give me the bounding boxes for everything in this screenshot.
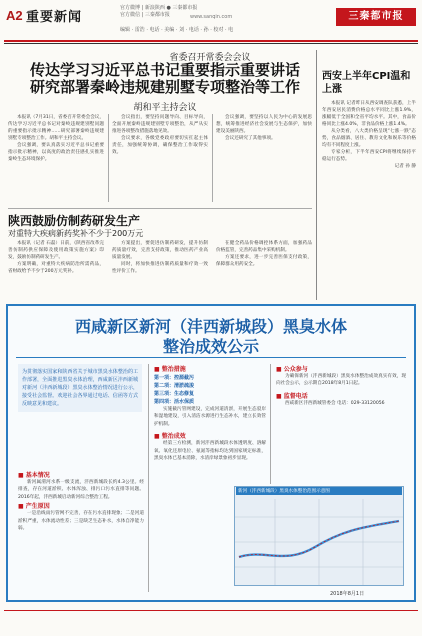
feature-column-1	[18, 470, 144, 592]
feature-title-2: 整治成效公示	[162, 337, 259, 356]
paragraph: 方案还要求，进一步完善医保支付政策，保障群众用药安全。	[216, 255, 312, 267]
paragraph: 本报讯 记者昨日从西安调查队获悉，上半年西安居民消费价格总水平同比上涨1.9%，涨幅低于全国和全省平均水平。其中，食品价格同比上涨4.0%，非食品价格上涨1.4%。	[322, 101, 416, 127]
paragraph: 会议强调，要坚持以人民为中心的发展思想，统筹推进经济社会发展与生态保护，加快建设美丽陕西。	[216, 115, 312, 134]
divider	[148, 364, 149, 592]
lead-column-1	[8, 114, 104, 204]
paragraph: 一是沿线雨污管网不完善，存在污水直排现象；二是河道淤积严重，水体流动性差；三是缺乏生态补水，水体自净能力弱。	[18, 511, 144, 532]
map-caption: 新河（沣西新城段）黑臭水体整治范围示意图	[236, 487, 402, 495]
editor-meta: 编辑 · 雷浩 · 电话 · 美编 · 刘 · 电话 · 孙 · 校对 · 电	[120, 27, 234, 33]
lead-subhead: 胡和平主持会议	[133, 103, 197, 113]
river-map-graphic	[235, 487, 403, 585]
reporter: 记者 孙 静	[394, 164, 416, 169]
feature-intro: 为贯彻落实国家和陕西省关于城市黑臭水体整治的工作部署，全面推进黑臭水体治理，西咸新区沣西新城对新河（沣西新城段）黑臭水体整治情况进行公示，接受社会监督。欢迎社会各界通过电话、信函等方式反映意见和建议。	[18, 364, 142, 412]
public-section-label: ■ 公众参与	[276, 364, 406, 373]
feature-column-3	[276, 364, 406, 484]
paragraph: 本报讯（7月31日，省委召开常委会会议，传达学习习近平总书记对秦岭违规建别墅问题的重要指示批示精神……研究部署秦岭违规建别墅专项整治工作。胡和平主持会议。	[8, 115, 104, 141]
paragraph: 实施截污管网建设，完成河道清淤，开展生态驳岸和湿地建设，引入清洁水源进行生态补水，建立长效管护机制。	[154, 407, 266, 427]
lead-kicker: 省委召开常委会会议	[169, 53, 251, 63]
header-rule	[4, 40, 418, 42]
lead-column-2	[112, 114, 208, 204]
drug-subhead: 对重特大疾病新药奖补不少于200万元	[8, 229, 144, 238]
column-divider	[316, 50, 317, 300]
section-title: 重要新闻	[26, 10, 83, 25]
drug-column-3	[216, 240, 312, 298]
paragraph: 会议强调，要认真落实习近平总书记重要指示批示精神，以高度的政治责任感扎实推进秦岭生态环境保护。	[8, 143, 104, 162]
paragraph: 方案提出，要促进仿制药研发，提升仿制药质量疗效，完善支持政策，推动医药产业高质量发展。	[112, 241, 208, 260]
paragraph: 经第三方检测，新河沣西新城段水体透明度、溶解氧、氧化还原电位、氨氮等指标均达到国家规定标准，黑臭水体已基本消除，水清岸绿景象初步显现。	[154, 441, 266, 462]
feature-title-1: 西咸新区新河（沣西新城段）黑臭水体	[74, 317, 347, 336]
basic-section-label: ■ 基本情况	[18, 470, 144, 479]
divider	[212, 114, 213, 202]
site-url: www.sanqin.com	[190, 14, 233, 20]
paragraph: 同时，将加快推进仿制药质量和疗效一致性评价工作。	[112, 262, 208, 274]
causes-section-label: ■ 产生原因	[18, 501, 144, 510]
lead-column-3	[216, 114, 312, 204]
river-map	[234, 486, 404, 586]
cpi-story	[322, 100, 416, 290]
measure-tag: 第四项：活水保质	[154, 399, 195, 405]
drug-headline: 陕西鼓励仿制药研发生产	[8, 214, 141, 228]
paragraph: 会议要求，各级党委政府要切实扛起主体责任，加强统筹协调，确保整治工作取得实效。	[112, 136, 208, 155]
measure-tag: 第二项：清淤疏浚	[154, 383, 195, 389]
paragraph: 从分类看，八大类价格呈现“七涨一跌”态势，食品烟酒、居住、教育文化和娱乐等价格均有不同程度上涨。	[322, 129, 416, 148]
divider	[108, 114, 109, 202]
paragraph: 专家分析，下半年西安CPI将继续保持平稳运行态势。	[322, 150, 416, 162]
divider	[270, 364, 271, 484]
page-footer	[4, 610, 418, 630]
contact-section-label: ■ 监督电话	[276, 391, 406, 400]
measures-section-label: ■ 整治措施	[154, 364, 266, 373]
measure-tag: 第一项：控源截污	[154, 375, 195, 381]
paragraph: 会议还研究了其他事项。	[225, 136, 276, 141]
cpi-headline: 西安上半年CPI温和上涨	[322, 71, 411, 95]
results-section-label: ■ 整治成效	[154, 431, 266, 440]
paragraph: 在健全药品价格调控体系方面，加强药品价格监管，完善药品集中采购机制。	[216, 241, 312, 253]
lead-headline-1: 传达学习习近平总书记重要指示重要讲话	[29, 61, 300, 79]
drug-column-2	[112, 240, 208, 298]
feature-date: 2018年8月1日	[330, 591, 365, 597]
paragraph: 本报讯（记者 石磊）日前，《陕西省改革完善仿制药供应保障及使用政策实施方案》印发，鼓励仿制药研发生产。	[8, 241, 104, 260]
sub-line-2: 官方微信 | 三秦都市报	[120, 12, 170, 18]
drug-column-1	[8, 240, 104, 298]
sub-line-1: 官方微博 | 新浪陕西 ● 三秦都市报	[120, 5, 198, 11]
paragraph: 会议指出，要坚持问题导向、目标导向，全面开展秦岭违规建别墅专项整治，从严从实推进各项整改措施落地见效。	[112, 115, 208, 134]
paragraph: 西咸新区沣西新城管委会 电话：029-33120056	[285, 400, 385, 406]
paragraph: 新河属渭河水系一级支流，沣西新城段长约4.3公里。经排查，存在河道淤积、水体浑浊、排污口污水直排等问题。2016年起，沣西新城启动新河综合整治工程。	[18, 480, 144, 500]
divider	[8, 208, 312, 209]
section-sub	[120, 5, 197, 19]
paragraph: 方案明确，对重特大疾病防治所需药品，省财政给予不少于200万元奖补。	[8, 262, 104, 274]
header-rule-thin	[4, 43, 418, 44]
page-number: A2	[6, 8, 23, 23]
feature-rule	[16, 357, 406, 358]
masthead	[0, 0, 422, 44]
newspaper-logo: 三秦都市报	[336, 8, 416, 26]
measure-tag: 第三项：生态修复	[154, 391, 195, 397]
lead-headline-2: 研究部署秦岭违规建别墅专项整治等工作	[29, 78, 300, 96]
paragraph: 为确保新河（沣西新城段）黑臭水体整治成效真实有效，现向社会公示，公示期自2018年8月1日起。	[276, 374, 406, 387]
